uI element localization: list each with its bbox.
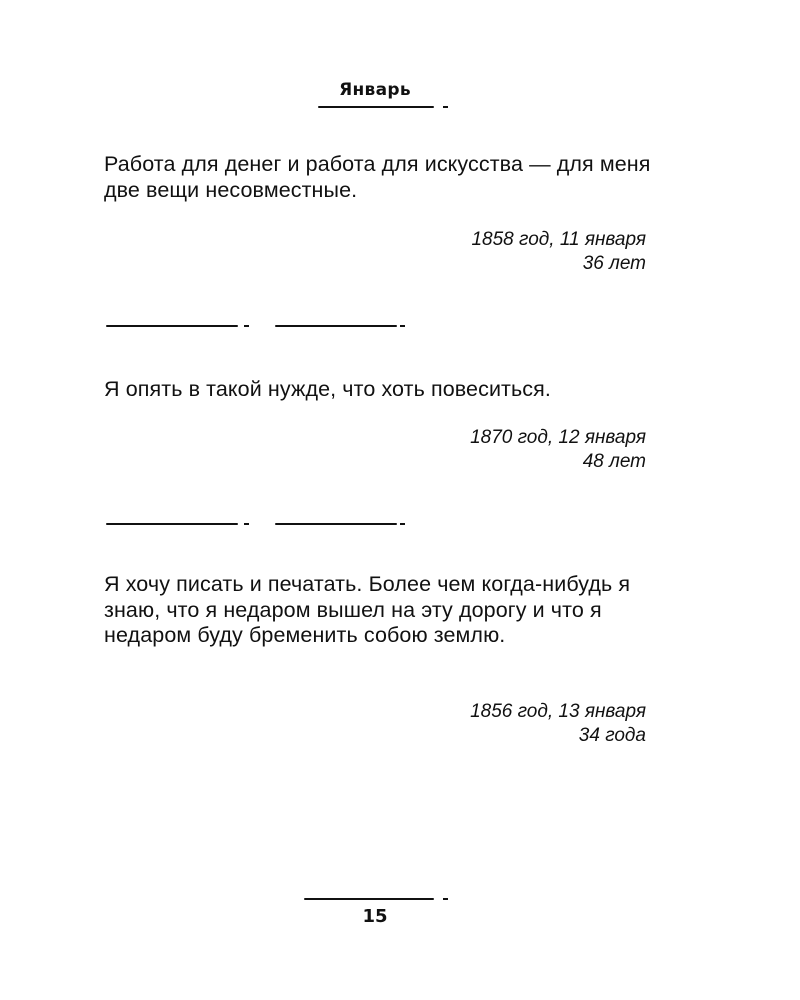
- entry-3-age: 34 года: [578, 725, 646, 746]
- entry-3-date: 1856 год, 13 января: [470, 701, 646, 722]
- entry-2-text: Я опять в такой нужде, что хоть повеситься.: [104, 377, 551, 401]
- entry-1-date: 1858 год, 11 января: [471, 229, 646, 250]
- entry-2-meta: [470, 426, 646, 474]
- entry-1-meta: [471, 228, 646, 276]
- entry-1-text: Работа для денег и работа для искусства — для меня две вещи несовместные.: [104, 152, 651, 202]
- chapter-title: Январь: [339, 80, 411, 100]
- entry-1-age: 36 лет: [582, 253, 646, 274]
- page-number: 15: [362, 906, 388, 927]
- entry-2-date: 1870 год, 12 января: [470, 427, 646, 448]
- entry-3-meta: [470, 700, 646, 748]
- entry-3-text: Я хочу писать и печатать. Более чем когда-нибудь я знаю, что я недаром вышел на эту дорогу и что я недаром буду бременить собою землю.: [104, 572, 631, 647]
- entry-2-age: 48 лет: [582, 451, 646, 472]
